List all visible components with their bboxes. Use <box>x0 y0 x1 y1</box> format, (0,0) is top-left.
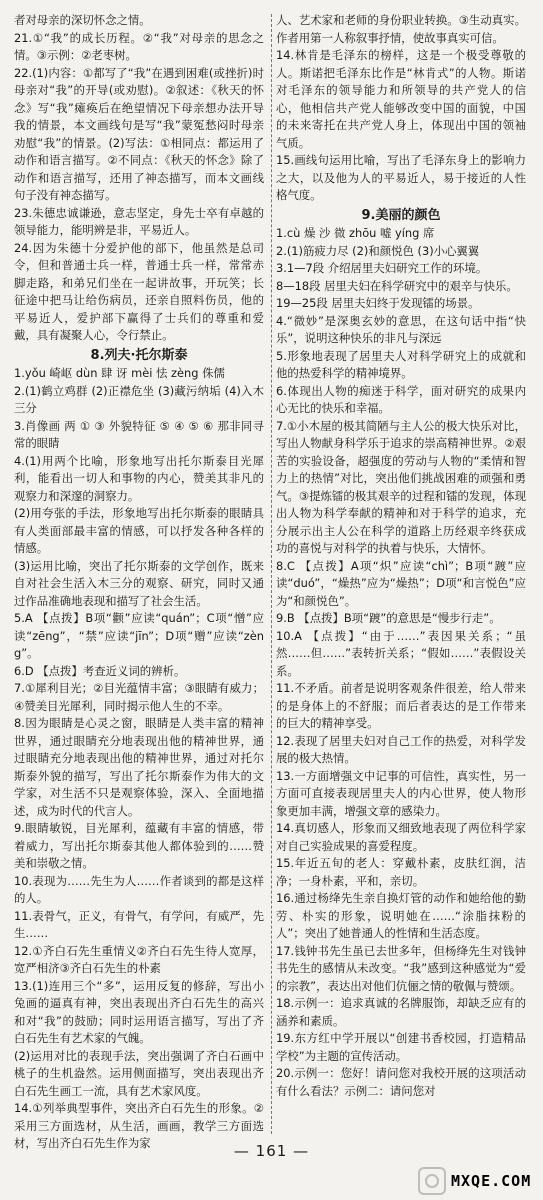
answer-item: 15.画线句运用比喻，写出了毛泽东身上的影响力之大，以及他为人的平易近人，易于接近的人性格气度。 <box>276 153 526 202</box>
answer-item: (2)运用对比的表现手法，突出强调了齐白石画中桃子的生机盎然。运用侧面描写，突出表现出齐白石先生画工一流，具有艺术家风度。 <box>14 1048 264 1098</box>
answer-item: 6.体现出人物的痴迷于科学，面对研究的成果内心无比的快乐和幸福。 <box>276 383 526 415</box>
answer-item: 14.林肯是毛泽东的榜样，这是一个极受尊敬的人。斯诺把毛泽东比作是“林肯式”的人物。斯诺对毛泽东的领导能力和所领导的共产党人的信心，他相信共产党人能够改变中国的面貌，中国的未来寄托在共产党人身上，体现出中国的领袖气质。 <box>276 48 526 150</box>
answer-item: 12.表现了居里夫妇对自己工作的热爱，对科学发展的极大热情。 <box>276 733 526 765</box>
answer-item: 5.A 【点拨】B项“颧”应读“quán”；C项“憎”应读“zēng”，“禁”应读“jīn”；D项“赠”应读“zèng”。 <box>14 611 264 660</box>
answer-item: 8.因为眼睛是心灵之窗，眼睛是人类丰富的精神世界，通过眼睛充分地表现出他的精神世界，通过眼睛充分地表现出他的精神世界，通过对托尔斯泰外貌的描写，写出了托尔斯泰作为伟大的文学家，对生活不只是观察体验，深入、全面地描述，成为时代的代言人。 <box>14 716 264 818</box>
answer-item: 3.1—7段 介绍居里夫妇研究工作的环境。 <box>276 261 488 275</box>
section-heading: 8.列夫·托尔斯泰 <box>90 347 188 363</box>
answer-item: 10.A 【点拨】“由于……”表因果关系；“虽然……但……”表转折关系；“假如……”表假设关系。 <box>276 628 526 678</box>
answer-item: 22.(1)内容：①都写了“我”在遇到困难(或挫折)时母亲对“我”的开导(或劝慰)。②叙述：《秋天的怀念》写“我”瘫痪后在绝望情况下母亲想办法开导我的情景，本文画线句是写“我”蒙冤愁闷时母亲劝慰“我”的情景。(2)写法：①相同点：都运用了动作和语言描写。②不同点：《秋天的怀念》除了动作和语言描写，还用了神态描写，而本文画线句子没有神态描写。 <box>14 65 264 202</box>
right-column <box>276 12 526 1100</box>
answer-item: 8.C 【点拨】A项“炽”应读“chì”；B项“踱”应读“duó”，“燥热”应为“燥热”；D项“和言悦色”应为“和颜悦色”。 <box>276 558 526 608</box>
answer-item: 8—18段 居里夫妇在科学研究中的艰辛与快乐。 <box>276 278 518 293</box>
answer-item: 24.因为朱德十分爱护他的部下，他虽然是总司令，但和普通士兵一样，普通士兵一样，常常赤脚走路，和弟兄们坐在一起讲故事，开玩笑；长征途中把马让给伤病员，还亲自照料伤员，他的平易近人，爱护部下赢得了士兵们的尊重和爱戴，具有凝聚人心，令行禁止。 <box>14 240 264 342</box>
answer-item: 14.真切感人，形象而又细致地表现了两位科学家对自己实验成果的喜爱程度。 <box>276 821 526 853</box>
answer-item: 19.东方红中学开展以“创建书香校园，打造精品学校”为主题的宣传活动。 <box>276 1031 526 1063</box>
answer-item: 5.形象地表现了居里夫人对科学研究上的成就和他的热爱科学的精神境界。 <box>276 348 526 380</box>
answer-item: 19—25段 居里夫妇终于发现镭的场景。 <box>276 296 480 310</box>
answer-item: 4.“微妙”是深奥玄妙的意思，在这句话中指“快乐”，说明这种快乐的非凡与深远 <box>276 313 526 345</box>
answer-item: 12.①齐白石先生重情义②齐白石先生待人宽厚，宽严相济③齐白石先生的朴素 <box>14 943 264 975</box>
watermark-logo-icon <box>417 1166 535 1196</box>
answer-item: 9.B 【点拨】B项“踱”的意思是“慢步行走”。 <box>276 611 501 625</box>
answer-item: 3.肖像画 两 ① ③ 外貌特征 ⑤ ④ ⑤ ⑥ 那非同寻常的眼睛 <box>14 418 264 450</box>
answer-item: 9.眼睛敏锐，目光犀利，蕴藏有丰富的情感，带着威力，写出托尔斯泰其他人都体验到的……赞美和崇敬之情。 <box>14 821 264 870</box>
answer-item: 14.①列举典型事件，突出齐白石先生的形象。②采用三方面选材，从生活，画画，教学三方面选材，写出齐白石先生作为家 <box>14 1101 264 1150</box>
answer-item: 13.(1)连用三个“多”，运用反复的修辞，写出小兔画的逼真有神，突出表现出齐白石先生的高兴和对“我”的鼓励；同时运用语言描写，写出了齐白石先生有艺术家的气魄。 <box>14 978 264 1045</box>
answer-item: 20.示例一：您好！请问您对我校开展的这项活动有什么看法？示例二：请问您对 <box>276 1066 526 1098</box>
answer-item: 人、艺术家和老师的身份职业转换。③生动真实。作者用第一人称叙事抒情，使故事真实可信。 <box>276 13 526 45</box>
watermark <box>417 1166 535 1196</box>
page-number: — 161 — <box>233 1142 310 1160</box>
answer-item: 1.cù 燥 沙 微 zhōu 嘘 yíng 席 <box>276 226 435 240</box>
left-column <box>14 12 264 1153</box>
answer-item: 11.表骨气，正义，有骨气，有学问，有威严，先生…… <box>14 908 264 940</box>
answer-item: (2)用夸张的手法，形象地写出托尔斯泰的眼睛具有人类面部最丰富的情感，可以抒发各种各样的情感。 <box>14 506 264 555</box>
section-heading: 9.美丽的颜色 <box>361 207 441 223</box>
answer-item: 15.年近五旬的老人：穿戴朴素，皮肤红润，洁净；一身朴素，平和，亲切。 <box>276 856 526 888</box>
answer-item: 者对母亲的深切怀念之情。 <box>14 13 151 27</box>
answer-item: 7.①小木屋的极其简陋与主人公的极大快乐对比，写出人物献身科学乐于追求的崇高精神世界。②艰苦的实验设备，超强度的劳动与人物的“柔情和智力上的热情”对比，突出他们挑战困难的顽强和勇气。③提炼镭的极其艰辛的过程和镭的发现，体现出人物为科学奉献的精神和对于科学的追求，充分展示出主人公在科学的道路上历经艰辛终获成功的喜悦与对科学的执着与快乐，大情怀。 <box>276 418 526 555</box>
answer-item: 21.①“我”的成长历程。②“我”对母亲的思念之情。③示例：②老枣树。 <box>14 30 264 62</box>
answer-item: 2.(1)鹤立鸡群 (2)正襟危坐 (3)藏污纳垢 (4)入木三分 <box>14 383 264 415</box>
answer-item: 11.不矛盾。前者是说明客观条件很差，给人带来的是身体上的不舒服；而后者表达的是工作带来的巨大的精神享受。 <box>276 681 526 730</box>
answer-item: 7.①犀利目光；②目光蕴情丰富；③眼睛有威力；④赞美目光犀利，同时揭示他人生的不幸。 <box>14 681 264 713</box>
answer-item: 2.(1)筋疲力尽 (2)和颜悦色 (3)小心翼翼 <box>276 243 480 258</box>
answer-item: (3)运用比喻，突出了托尔斯泰的文学创作，既来自对社会生活入木三分的观察、研究，同时又通过作品准确地表现和描写了社会生活。 <box>14 558 264 608</box>
answer-item: 23.朱德忠诚谦逊，意志坚定，身先士卒有卓越的领导能力，能明辨是非，平易近人。 <box>14 205 264 237</box>
answer-item: 1.yǒu 崎岖 dùn 肆 讶 mèi 怯 zèng 侏儒 <box>14 366 225 380</box>
answer-item: 4.(1)用两个比喻，形象地写出托尔斯泰目光犀利，能看出一切人和事物的内心，赞美其非凡的观察力和深邃的洞察力。 <box>14 453 264 503</box>
column-divider <box>271 14 272 1134</box>
answer-item: 18.示例一：追求真诚的名牌服饰，却缺乏应有的涵养和素质。 <box>276 996 526 1028</box>
watermark-url: MXQE.COM <box>451 1172 532 1190</box>
answer-page <box>14 12 530 1162</box>
answer-item: 13.一方面增强文中记事的可信性，真实性，另一方面可直接表现居里夫人的内心世界，使人物形象更加丰满，增强文章的感染力。 <box>276 768 526 818</box>
answer-item: 10.表现为……先生为人……作者谈到的都是这样的人。 <box>14 873 264 905</box>
answer-item: 16.通过杨绛先生亲自换灯管的动作和她给他的勤劳、朴实的形象，说明她在……“涂脂抹粉的人”；突出了她普通人的性情和生活态度。 <box>276 891 526 940</box>
answer-item: 6.D 【点拨】考查近义词的辨析。 <box>14 663 186 678</box>
answer-item: 17.钱钟书先生虽已去世多年，但杨绛先生对钱钟书先生的感情从未改变。“我”感到这种感觉为“爱的宗教”，表达出对他们伉俪之情的敬佩与赞颂。 <box>276 943 526 993</box>
